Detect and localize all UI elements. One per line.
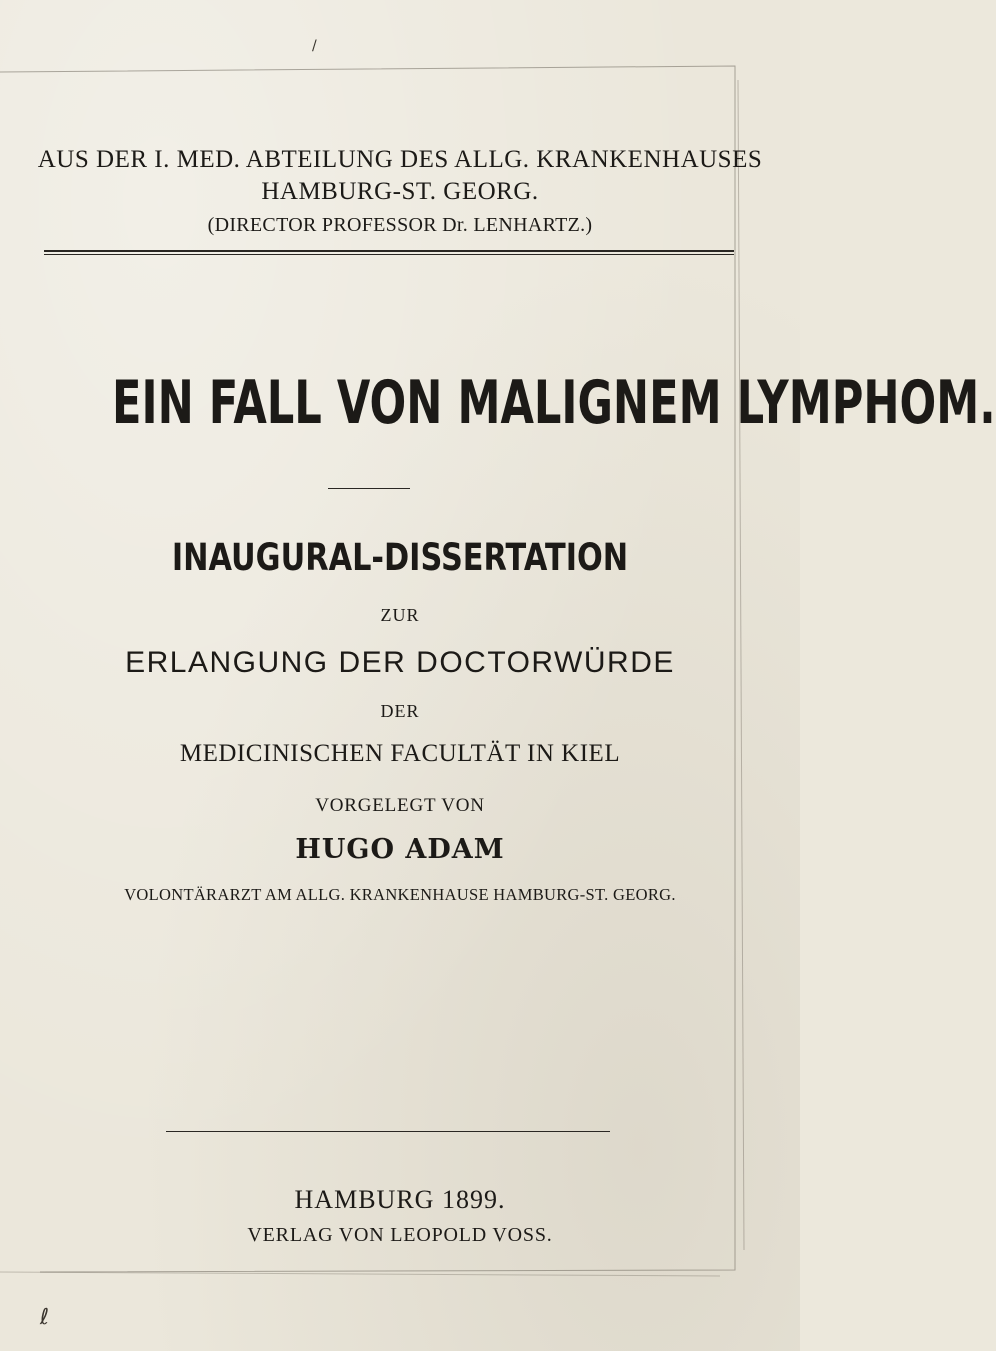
title-separator [328, 488, 410, 489]
author-position: VOLONTÄRARZT AM ALLG. KRANKENHAUSE HAMBURG-ST. GEORG. [124, 885, 676, 904]
pencil-mark-bottom: ℓ [40, 1305, 50, 1330]
header-rule-top [44, 250, 734, 252]
publisher-line: VERLAG VON LEOPOLD VOSS. [247, 1224, 553, 1246]
zur-text: ZUR [380, 605, 420, 625]
hospital-line: HAMBURG-ST. GEORG. [261, 178, 539, 205]
director-line: (DIRECTOR PROFESSOR Dr. LENHARTZ.) [207, 214, 593, 236]
purpose-line: ERLANGUNG DER DOCTORWÜRDE [125, 646, 675, 679]
faculty-line: MEDICINISCHEN FACULTÄT IN KIEL [179, 740, 621, 767]
imprint-rule [166, 1131, 610, 1132]
pencil-mark-top: / [312, 38, 317, 54]
submitted-by-text: VORGELEGT VON [315, 795, 485, 816]
dissertation-title: EIN FALL VON MALIGNEM LYMPHOM. [112, 368, 996, 438]
dissertation-type: INAUGURAL-DISSERTATION [171, 536, 629, 579]
institution-line: AUS DER I. MED. ABTEILUNG DES ALLG. KRANKENHAUSES [37, 146, 763, 173]
place-year: HAMBURG 1899. [294, 1185, 506, 1214]
author-name: HUGO ADAM [295, 834, 505, 865]
header-rule-bottom [44, 254, 734, 255]
der-text: DER [380, 701, 420, 721]
